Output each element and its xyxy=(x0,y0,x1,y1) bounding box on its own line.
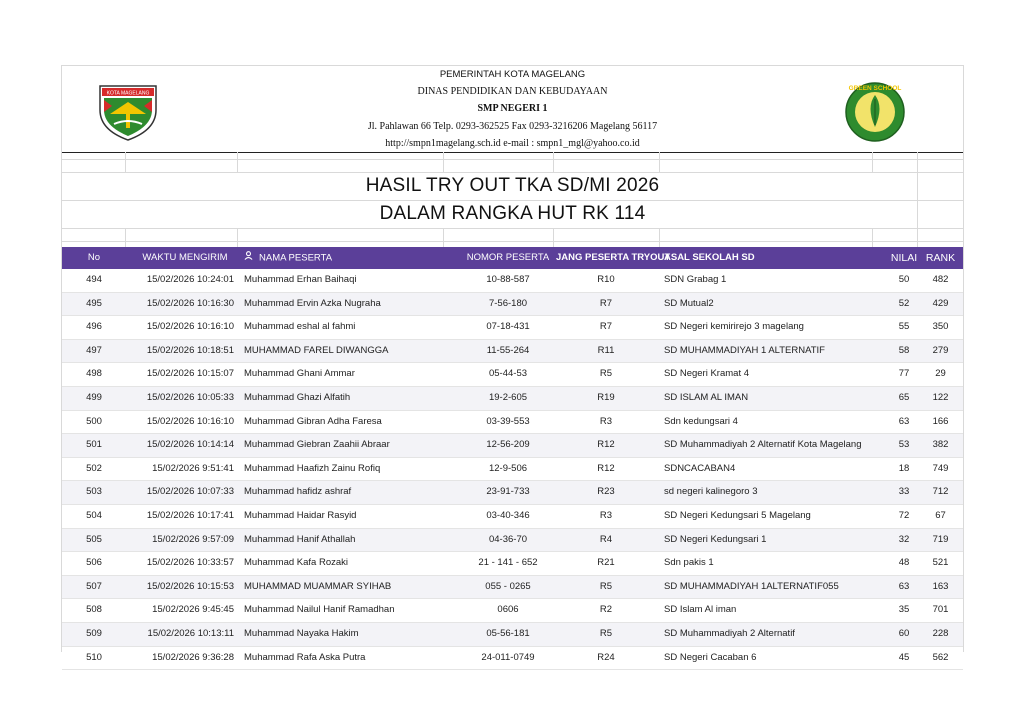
cell-time: 15/02/2026 9:45:45 xyxy=(152,604,234,616)
table-header xyxy=(62,247,963,269)
cell-time: 15/02/2026 10:17:41 xyxy=(146,509,234,521)
grid-line xyxy=(872,152,873,172)
cell-asal: SD Muhammadiyah 2 Alternatif xyxy=(664,627,795,639)
grid-line xyxy=(62,200,963,201)
table-row xyxy=(62,529,963,553)
cell-name: Muhammad Haidar Rasyid xyxy=(244,509,357,521)
column-header-jang: JANG PESERTA TRYOUT xyxy=(556,252,671,263)
column-header-rank: RANK xyxy=(925,252,956,264)
cell-no: 504 xyxy=(86,509,102,521)
cell-nilai: 50 xyxy=(898,274,910,285)
cell-name: MUHAMMAD FAREL DIWANGGA xyxy=(244,344,389,356)
cell-name: Muhammad Haafizh Zainu Rofiq xyxy=(244,462,381,474)
cell-nomor: 24-011-0749 xyxy=(481,651,535,663)
cell-no: 503 xyxy=(86,486,102,498)
table-body xyxy=(62,269,963,670)
cell-nilai: 52 xyxy=(898,297,910,309)
cell-nilai: 63 xyxy=(898,415,910,427)
cell-rank: 749 xyxy=(932,462,949,474)
grid-line xyxy=(553,228,554,247)
cell-no: 499 xyxy=(86,391,102,403)
cell-name: Muhammad Giebran Zaahii Abraar xyxy=(244,439,390,451)
cell-no: 495 xyxy=(86,297,102,309)
cell-time: 15/02/2026 10:33:57 xyxy=(146,557,234,569)
cell-nilai: 18 xyxy=(898,462,910,474)
cell-time: 15/02/2026 9:57:09 xyxy=(152,533,234,545)
cell-jang: R11 xyxy=(597,344,615,356)
cell-name: MUHAMMAD MUAMMAR SYIHAB xyxy=(244,580,392,592)
table-row xyxy=(62,481,963,505)
table-row xyxy=(62,387,963,411)
cell-time: 15/02/2026 10:14:14 xyxy=(146,439,234,451)
cell-nilai: 65 xyxy=(898,391,910,403)
cell-nomor: 055 - 0265 xyxy=(485,580,531,592)
cell-nomor: 05-44-53 xyxy=(488,368,528,380)
cell-time: 15/02/2026 9:36:28 xyxy=(152,651,234,663)
cell-name: Muhammad Nailul Hanif Ramadhan xyxy=(244,604,395,616)
cell-rank: 166 xyxy=(932,415,949,427)
cell-asal: SD Muhammadiyah 2 Alternatif Kota Magelang xyxy=(664,439,862,451)
header-school-name: SMP NEGERI 1 xyxy=(477,103,548,114)
cell-asal: SD Negeri kemirirejo 3 magelang xyxy=(664,321,804,333)
header-department: DINAS PENDIDIKAN DAN KEBUDAYAAN xyxy=(417,86,608,97)
cell-jang: R5 xyxy=(599,368,613,380)
grid-line xyxy=(237,152,238,172)
cell-time: 15/02/2026 10:15:53 xyxy=(146,580,234,592)
cell-time: 15/02/2026 10:16:10 xyxy=(146,415,234,427)
cell-name: Muhammad Kafa Rozaki xyxy=(244,557,349,569)
cell-name: Muhammad Hanif Athallah xyxy=(244,533,356,545)
grid-line xyxy=(62,228,963,229)
cell-asal: Sdn kedungsari 4 xyxy=(664,415,738,427)
cell-jang: R3 xyxy=(599,415,613,427)
cell-no: 498 xyxy=(86,368,102,380)
cell-name: Muhammad Rafa Aska Putra xyxy=(244,651,366,663)
cell-no: 506 xyxy=(86,557,102,569)
cell-no: 508 xyxy=(86,604,102,616)
cell-no: 497 xyxy=(86,344,102,356)
cell-rank: 712 xyxy=(932,486,949,498)
grid-line xyxy=(659,152,660,172)
cell-time: 15/02/2026 10:07:33 xyxy=(146,486,234,498)
header-government: PEMERINTAH KOTA MAGELANG xyxy=(439,69,586,80)
grid-line xyxy=(443,228,444,247)
svg-text:GREEN SCHOOL: GREEN SCHOOL xyxy=(848,85,902,92)
grid-line xyxy=(62,172,963,173)
column-header-asal: ASAL SEKOLAH SD xyxy=(664,252,755,263)
cell-asal: SD Mutual2 xyxy=(664,297,714,309)
cell-asal: Sdn pakis 1 xyxy=(664,557,714,569)
grid-line xyxy=(125,152,126,172)
cell-time: 15/02/2026 10:05:33 xyxy=(146,391,234,403)
cell-nomor: 10-88-587 xyxy=(486,274,530,285)
table-row xyxy=(62,647,963,671)
cell-nomor: 7-56-180 xyxy=(488,297,528,309)
cell-name: Muhammad Nayaka Hakim xyxy=(244,627,359,639)
cell-jang: R4 xyxy=(599,533,613,545)
grid-line xyxy=(553,152,554,172)
cell-rank: 29 xyxy=(935,368,946,380)
cell-nilai: 48 xyxy=(898,557,910,569)
table-row xyxy=(62,363,963,387)
column-header-time: WAKTU MENGIRIM xyxy=(142,252,228,263)
grid-line xyxy=(125,228,126,247)
cell-nilai: 55 xyxy=(898,321,910,333)
cell-nilai: 53 xyxy=(898,439,910,451)
cell-name: Muhammad hafidz ashraf xyxy=(244,486,352,498)
table-row xyxy=(62,505,963,529)
cell-asal: SD Negeri Kedungsari 5 Magelang xyxy=(664,509,811,521)
cell-asal: SD Negeri Cacaban 6 xyxy=(664,651,757,663)
cell-nilai: 33 xyxy=(898,486,910,498)
cell-rank: 482 xyxy=(932,274,949,285)
cell-jang: R23 xyxy=(597,486,615,498)
cell-nomor: 12-56-209 xyxy=(486,439,530,451)
grid-line xyxy=(62,159,963,160)
cell-name: Muhammad Ghazi Alfatih xyxy=(244,391,351,403)
header-contact: http://smpn1magelang.sch.id e-mail : smpn1_mgl@yahoo.co.id xyxy=(385,138,640,149)
cell-rank: 228 xyxy=(932,627,949,639)
cell-jang: R12 xyxy=(597,462,615,474)
cell-time: 15/02/2026 10:16:30 xyxy=(146,297,234,309)
cell-nomor: 11-55-264 xyxy=(486,344,530,356)
report-title: HASIL TRY OUT TKA SD/MI 2026 xyxy=(365,175,660,196)
cell-rank: 701 xyxy=(932,604,949,616)
green-school-logo xyxy=(844,81,906,143)
cell-nilai: 58 xyxy=(898,344,910,356)
grid-line xyxy=(237,228,238,247)
grid-line xyxy=(443,152,444,172)
cell-nomor: 05-56-181 xyxy=(486,627,530,639)
table-row xyxy=(62,458,963,482)
cell-nilai: 60 xyxy=(898,627,910,639)
table-row xyxy=(62,293,963,317)
cell-no: 500 xyxy=(86,415,102,427)
column-header-name xyxy=(244,247,444,269)
column-header-nilai: NILAI xyxy=(890,252,918,264)
cell-name: Muhammad Ervin Azka Nugraha xyxy=(244,297,381,309)
cell-no: 496 xyxy=(86,321,102,333)
person-icon xyxy=(244,247,253,269)
table-row xyxy=(62,623,963,647)
cell-time: 15/02/2026 9:51:41 xyxy=(152,462,234,474)
header-divider xyxy=(62,152,963,153)
cell-asal: SD Islam Al iman xyxy=(664,604,737,616)
cell-jang: R21 xyxy=(597,557,615,569)
cell-asal: SDNCACABAN4 xyxy=(664,462,736,474)
cell-jang: R12 xyxy=(597,439,615,451)
cell-nomor: 03-40-346 xyxy=(486,509,530,521)
cell-nomor: 03-39-553 xyxy=(486,415,530,427)
cell-nilai: 35 xyxy=(898,604,910,616)
cell-asal: SD MUHAMMADIYAH 1ALTERNATIF055 xyxy=(664,580,839,592)
cell-no: 509 xyxy=(86,627,102,639)
cell-time: 15/02/2026 10:15:07 xyxy=(146,368,234,380)
cell-nomor: 0606 xyxy=(497,604,519,616)
cell-rank: 382 xyxy=(932,439,949,451)
table-row xyxy=(62,316,963,340)
cell-nomor: 04-36-70 xyxy=(488,533,528,545)
cell-name: Muhammad Gibran Adha Faresa xyxy=(244,415,382,427)
table-row xyxy=(62,599,963,623)
cell-nomor: 12-9-506 xyxy=(488,462,528,474)
table-row xyxy=(62,434,963,458)
cell-nilai: 72 xyxy=(898,509,910,521)
cell-time: 15/02/2026 10:24:01 xyxy=(146,274,234,285)
cell-nilai: 77 xyxy=(898,368,910,380)
document-sheet xyxy=(61,65,964,663)
cell-no: 510 xyxy=(86,651,102,663)
cell-no: 494 xyxy=(86,274,102,285)
cell-jang: R5 xyxy=(599,580,613,592)
cell-nilai: 45 xyxy=(898,651,910,663)
cell-rank: 122 xyxy=(932,391,949,403)
grid-line xyxy=(62,241,963,242)
cell-jang: R7 xyxy=(599,297,613,309)
cell-jang: R2 xyxy=(599,604,613,616)
cell-asal: SDN Grabag 1 xyxy=(664,274,727,285)
cell-no: 507 xyxy=(86,580,102,592)
cell-jang: R5 xyxy=(599,627,613,639)
cell-asal: SD ISLAM AL IMAN xyxy=(664,391,749,403)
cell-time: 15/02/2026 10:16:10 xyxy=(146,321,234,333)
cell-rank: 163 xyxy=(932,580,949,592)
table-row xyxy=(62,552,963,576)
cell-no: 502 xyxy=(86,462,102,474)
column-header-nomor: NOMOR PESERTA xyxy=(466,252,550,263)
grid-line xyxy=(917,152,918,247)
cell-jang: R3 xyxy=(599,509,613,521)
cell-nomor: 07-18-431 xyxy=(486,321,530,333)
cell-jang: R7 xyxy=(599,321,613,333)
cell-time: 15/02/2026 10:13:11 xyxy=(147,627,234,639)
cell-jang: R19 xyxy=(597,391,615,403)
cell-nomor: 21 - 141 - 652 xyxy=(478,557,538,569)
cell-rank: 429 xyxy=(932,297,949,309)
table-row xyxy=(62,576,963,600)
report-subtitle: DALAM RANGKA HUT RK 114 xyxy=(379,203,646,224)
header-address: Jl. Pahlawan 66 Telp. 0293-362525 Fax 0293-3216206 Magelang 56117 xyxy=(367,121,658,132)
cell-asal: SD Negeri Kramat 4 xyxy=(664,368,750,380)
table-row xyxy=(62,411,963,435)
column-header-name-label: NAMA PESERTA xyxy=(259,252,333,264)
kota-magelang-logo xyxy=(96,80,160,142)
cell-rank: 521 xyxy=(932,557,949,569)
cell-rank: 279 xyxy=(932,344,949,356)
table-row xyxy=(62,340,963,364)
cell-jang: R24 xyxy=(597,651,615,663)
cell-rank: 562 xyxy=(932,651,949,663)
cell-asal: SD MUHAMMADIYAH 1 ALTERNATIF xyxy=(664,344,825,356)
cell-no: 501 xyxy=(86,439,102,451)
cell-nomor: 23-91-733 xyxy=(486,486,530,498)
cell-rank: 67 xyxy=(935,509,946,521)
cell-name: Muhammad Erhan Baihaqi xyxy=(244,274,357,285)
cell-asal: sd negeri kalinegoro 3 xyxy=(664,486,758,498)
cell-nilai: 32 xyxy=(898,533,910,545)
grid-line xyxy=(872,228,873,247)
cell-rank: 350 xyxy=(932,321,949,333)
cell-asal: SD Negeri Kedungsari 1 xyxy=(664,533,767,545)
column-header-no: No xyxy=(87,252,101,263)
cell-name: Muhammad eshal al fahmi xyxy=(244,321,356,333)
cell-rank: 719 xyxy=(932,533,949,545)
svg-text:KOTA MAGELANG: KOTA MAGELANG xyxy=(106,90,150,97)
cell-jang: R10 xyxy=(597,274,615,285)
cell-no: 505 xyxy=(86,533,102,545)
cell-name: Muhammad Ghani Ammar xyxy=(244,368,355,380)
grid-line xyxy=(659,228,660,247)
table-row xyxy=(62,269,963,293)
cell-nomor: 19-2-605 xyxy=(488,391,528,403)
cell-nilai: 63 xyxy=(898,580,910,592)
cell-time: 15/02/2026 10:18:51 xyxy=(146,344,234,356)
